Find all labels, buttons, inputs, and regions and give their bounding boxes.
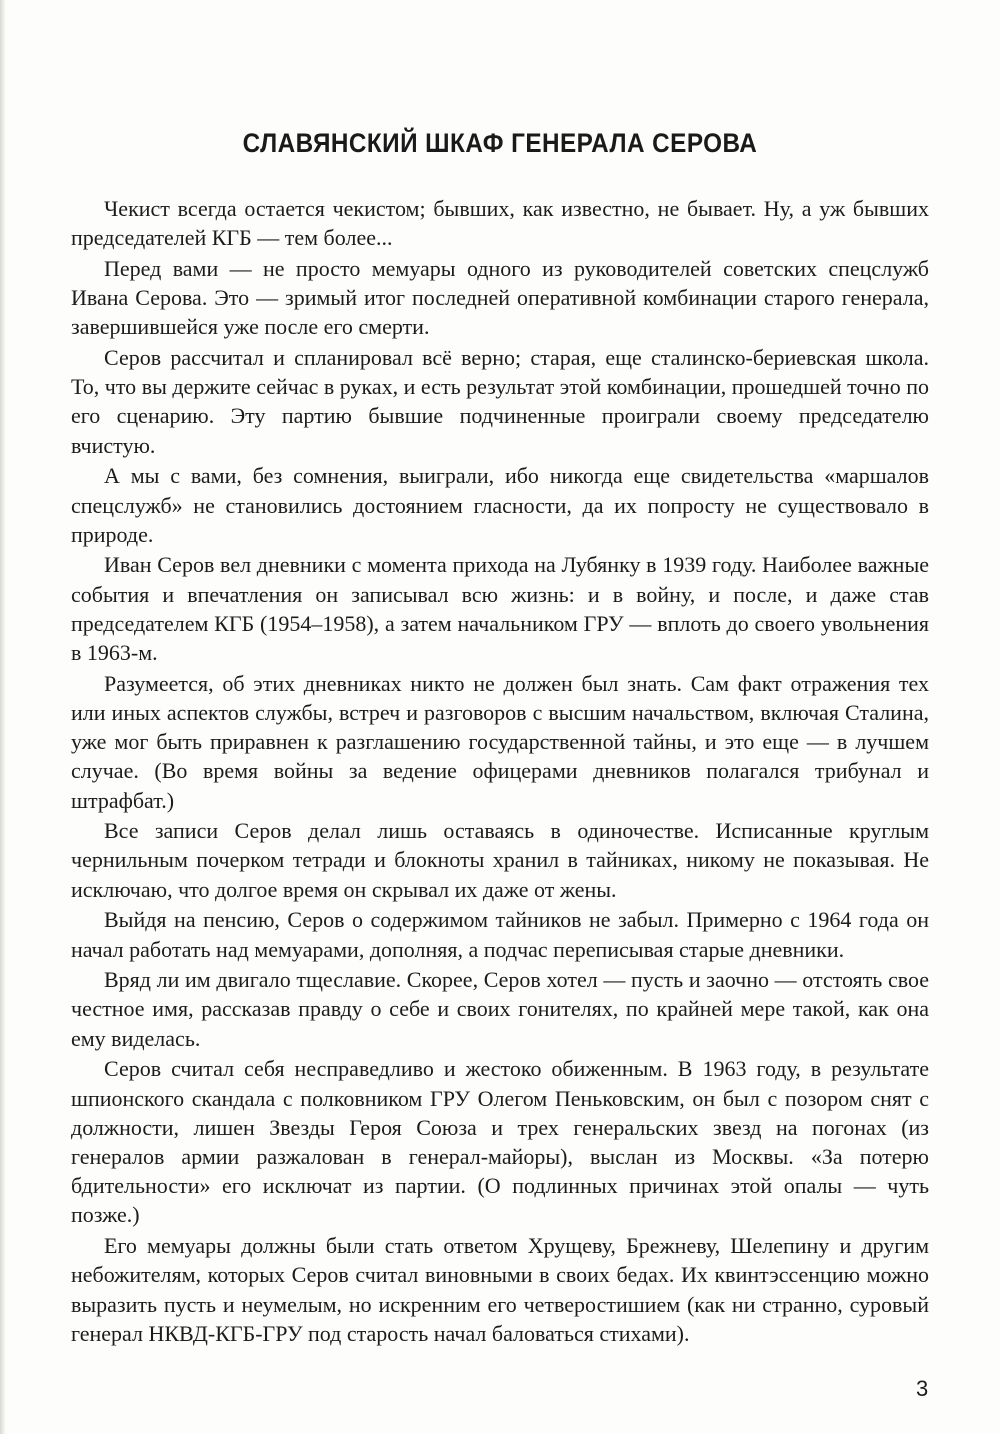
paragraph: Серов рассчитал и спланировал всё верно; старая, еще сталинско-бериевская школа. То, что вы держите сейчас в руках, и есть результат этой комбинации, прошедшей точно по его сценарию. Эту партию бывшие подчиненные проиграли своему председателю вчистую. <box>71 345 929 458</box>
paragraph: Перед вами — не просто мемуары одного из руководителей советских спецслужб Ивана Серова. Это — зримый итог последней оперативной комбинации старого генерала, завершившейся уже после его смерти. <box>71 255 929 340</box>
paragraph: Его мемуары должны были стать ответом Хрущеву, Брежневу, Шелепину и другим небожителям, которых Серов считал виновными в своих бедах. Их квинтэссенцию можно выразить пусть и неумелым, но искренним его четверостишием (как ни странно, суровый генерал НКВД-КГБ-ГРУ под старость начал баловаться стихами). <box>71 1233 929 1346</box>
paragraph: Все записи Серов делал лишь оставаясь в одиночестве. Исписанные круглым чернильным почерком тетради и блокноты хранил в тайниках, никому не показывая. Не исключаю, что долгое время он скрывал их даже от жены. <box>71 818 929 902</box>
page-number: 3 <box>916 1376 929 1401</box>
page-edge-shadow <box>0 0 6 1434</box>
paragraph: Серов считал себя несправедливо и жестоко обиженным. В 1963 году, в результате шпионского скандала с полковником ГРУ Олегом Пеньковским, он был с позором снят с должности, лишен Звезды Героя Союза и трех генеральских звезд на погонах (из генералов армии разжалован в генерал-майоры), выслан из Москвы. «За потерю бдительности» его исключат из партии. (О подлинных причинах этой опалы — чуть позже.) <box>71 1056 929 1228</box>
paragraph: Вряд ли им двигало тщеславие. Скорее, Серов хотел — пусть и заочно — отстоять свое честное имя, рассказав правду о себе и своих гонителях, по крайней мере такой, как она ему виделась. <box>71 967 929 1051</box>
paragraph: А мы с вами, без сомнения, выиграли, ибо никогда еще свидетельства «маршалов спецслужб» не становились достоянием гласности, да их попросту не существовало в природе. <box>71 463 929 547</box>
chapter-title: СЛАВЯНСКИЙ ШКАФ ГЕНЕРАЛА СЕРОВА <box>242 128 758 158</box>
paragraph: Иван Серов вел дневники с момента прихода на Лубянку в 1939 году. Наиболее важные события и впечатления он записывал всю жизнь: и в войну, и после, и даже став председателем КГБ (1954–1958), а затем начальником ГРУ — вплоть до своего увольнения в 1963-м. <box>71 552 929 666</box>
paragraph: Выйдя на пенсию, Серов о содержимом тайников не забыл. Примерно с 1964 года он начал работать над мемуарами, дополняя, а подчас переписывая старые дневники. <box>71 907 929 962</box>
paragraph: Разумеется, об этих дневниках никто не должен был знать. Сам факт отражения тех или иных аспектов службы, встреч и разговоров с высшим начальством, включая Сталина, уже мог быть приравнен к разглашению государственной тайны, и это еще — в лучшем случае. (Во время войны за ведение офицерами дневников полагался трибунал и штрафбат.) <box>71 670 929 813</box>
paragraph: Чекист всегда остается чекистом; бывших, как известно, не бывает. Ну, а уж бывших председателей КГБ — тем более... <box>71 196 929 251</box>
body-text <box>71 194 929 1349</box>
